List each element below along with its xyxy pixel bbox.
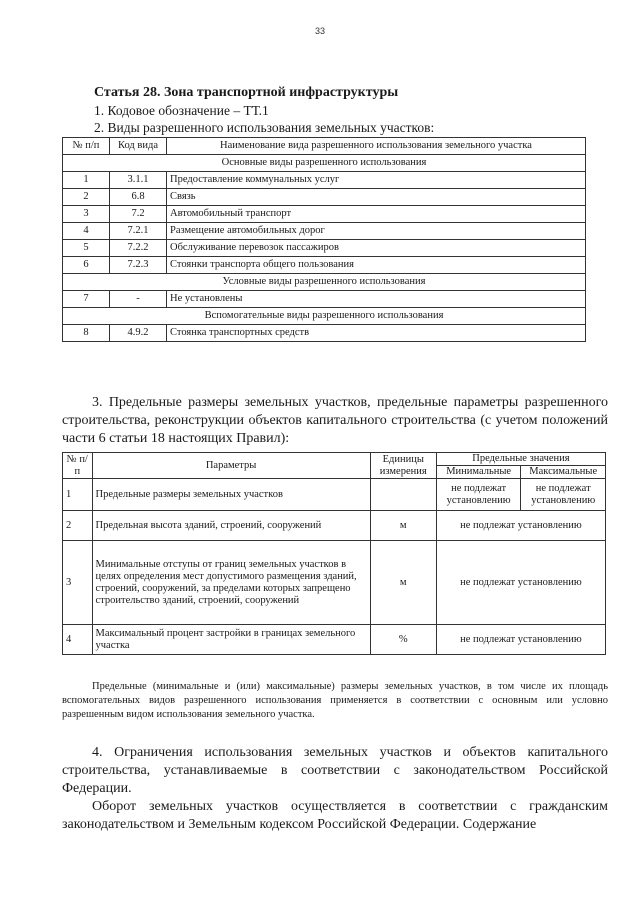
row-number: 3: [63, 206, 110, 223]
table-header-row: [63, 453, 606, 466]
row-code: 7.2.3: [110, 257, 167, 274]
row-max: не подлежат установлению: [521, 479, 606, 511]
row-name: Не установлены: [167, 291, 586, 308]
table-row: [63, 172, 586, 189]
header-max: Максимальные: [521, 466, 606, 479]
header-cell: Код вида: [110, 138, 167, 155]
row-unit: м: [370, 511, 436, 541]
section-title: Условные виды разрешенного использования: [63, 274, 586, 291]
table-row: [63, 240, 586, 257]
table-row: [63, 291, 586, 308]
parameters-table: [62, 452, 606, 655]
row-code: 6.8: [110, 189, 167, 206]
row-name: Предоставление коммунальных услуг: [167, 172, 586, 189]
row-number: 4: [63, 223, 110, 240]
row-code: 7.2: [110, 206, 167, 223]
row-value: не подлежат установлению: [436, 541, 605, 625]
row-name: Стоянки транспорта общего пользования: [167, 257, 586, 274]
header-cell: № п/п: [63, 138, 110, 155]
table-row: [63, 206, 586, 223]
row-value: не подлежат установлению: [436, 511, 605, 541]
table-row: [63, 257, 586, 274]
row-name: Связь: [167, 189, 586, 206]
row-param: Предельная высота зданий, строений, сооружений: [92, 511, 370, 541]
table-header-row: [63, 138, 586, 155]
section-row: [63, 274, 586, 291]
row-number: 4: [63, 625, 93, 655]
header-limits: Предельные значения: [436, 453, 605, 466]
paragraph-4: 4. Ограничения использования земельных участков и объектов капитального строительства, устанавливаемые в соответствии с законодательством Российской Федерации.: [62, 745, 608, 796]
section-row: [63, 155, 586, 172]
row-number: 2: [63, 189, 110, 206]
row-number: 2: [63, 511, 93, 541]
row-code: 4.9.2: [110, 325, 167, 342]
article-title: Статья 28. Зона транспортной инфраструктуры: [94, 85, 399, 100]
table-row: [63, 479, 606, 511]
row-number: 3: [63, 541, 93, 625]
header-num: № п/п: [63, 453, 93, 479]
row-code: -: [110, 291, 167, 308]
table-row: [63, 189, 586, 206]
row-code: 7.2.1: [110, 223, 167, 240]
row-unit: [370, 479, 436, 511]
row-param: Предельные размеры земельных участков: [92, 479, 370, 511]
row-name: Стоянка транспортных средств: [167, 325, 586, 342]
row-min: не подлежат установлению: [436, 479, 521, 511]
row-unit: м: [370, 541, 436, 625]
permitted-uses-heading: 2. Виды разрешенного использования земельных участков:: [94, 120, 435, 135]
table-row: [63, 541, 606, 625]
row-value: не подлежат установлению: [436, 625, 605, 655]
table-row: [63, 325, 586, 342]
table-row: [63, 625, 606, 655]
section-row: [63, 308, 586, 325]
row-name: Обслуживание перевозок пассажиров: [167, 240, 586, 257]
table-row: [63, 511, 606, 541]
table-row: [63, 223, 586, 240]
row-code: 3.1.1: [110, 172, 167, 189]
row-number: 1: [63, 172, 110, 189]
row-number: 1: [63, 479, 93, 511]
row-param: Минимальные отступы от границ земельных участков в целях определения мест допустимого размещения зданий, строений, сооружений, за пределами которых запрещено строительство зданий, строений, сооружений: [92, 541, 370, 625]
page-number: 33: [314, 26, 325, 36]
paragraph-3: 3. Предельные размеры земельных участков, предельные параметры разрешенного строительства, реконструкции объектов капитального строительства (с учетом положений части 6 статьи 18 настоящих Правил):: [62, 395, 608, 446]
row-name: Размещение автомобильных дорог: [167, 223, 586, 240]
row-number: 6: [63, 257, 110, 274]
row-name: Автомобильный транспорт: [167, 206, 586, 223]
row-code: 7.2.2: [110, 240, 167, 257]
paragraph-5: Оборот земельных участков осуществляется в соответствии с гражданским законодательством и Земельным кодексом Российской Федерации. Содержание: [62, 799, 608, 832]
header-min: Минимальные: [436, 466, 521, 479]
section-title: Основные виды разрешенного использования: [63, 155, 586, 172]
row-unit: %: [370, 625, 436, 655]
row-param: Максимальный процент застройки в границах земельного участка: [92, 625, 370, 655]
permitted-uses-table: [62, 137, 586, 342]
row-number: 7: [63, 291, 110, 308]
note-paragraph: Предельные (минимальные и (или) максимальные) размеры земельных участков, в том числе их площадь вспомогательных видов разрешенного использования применяется в соответствии с основным или условно разрешенным видом использования земельного участка.: [62, 681, 608, 720]
header-units: Единицы измерения: [370, 453, 436, 479]
row-number: 8: [63, 325, 110, 342]
header-params: Параметры: [92, 453, 370, 479]
row-number: 5: [63, 240, 110, 257]
section-title: Вспомогательные виды разрешенного использования: [63, 308, 586, 325]
header-cell: Наименование вида разрешенного использования земельного участка: [167, 138, 586, 155]
code-designation: 1. Кодовое обозначение – ТТ.1: [94, 103, 269, 118]
